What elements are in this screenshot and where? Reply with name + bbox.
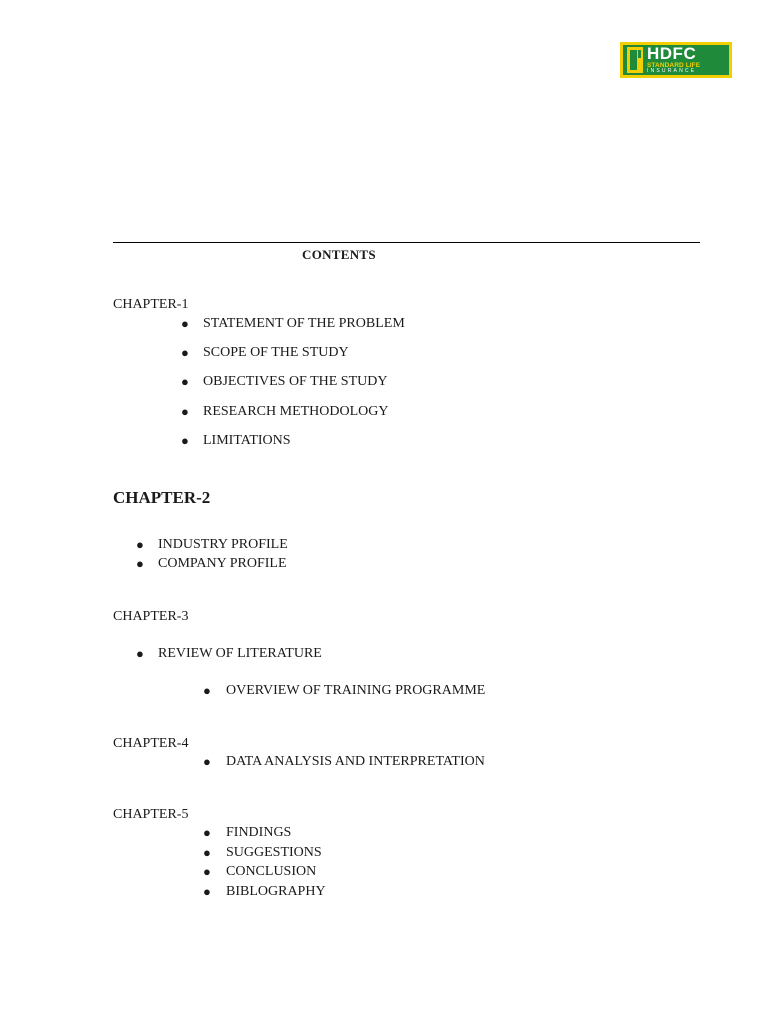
bullet-icon: ● bbox=[136, 537, 144, 552]
chapter-5-item-4: BIBLOGRAPHY bbox=[226, 884, 326, 899]
logo-brand: HDFC bbox=[647, 44, 697, 63]
chapter-4-item-1: DATA ANALYSIS AND INTERPRETATION bbox=[226, 754, 485, 769]
logo-mark-icon bbox=[627, 47, 643, 73]
bullet-icon: ● bbox=[136, 556, 144, 571]
chapter-5-item-3: CONCLUSION bbox=[226, 864, 317, 879]
header-divider bbox=[113, 242, 700, 243]
bullet-icon: ● bbox=[203, 845, 211, 860]
logo-line2: INSURANCE bbox=[647, 68, 697, 74]
chapter-2-item-1: INDUSTRY PROFILE bbox=[158, 537, 288, 552]
chapter-1-item-1: STATEMENT OF THE PROBLEM bbox=[203, 316, 405, 331]
chapter-5-title: CHAPTER-5 bbox=[113, 807, 189, 822]
page-title: CONTENTS bbox=[302, 247, 376, 262]
chapter-3-item-2: OVERVIEW OF TRAINING PROGRAMME bbox=[226, 683, 486, 698]
chapter-3-title: CHAPTER-3 bbox=[113, 609, 189, 624]
bullet-icon: ● bbox=[203, 683, 211, 698]
chapter-2-title: CHAPTER-2 bbox=[113, 488, 211, 507]
chapter-1-title: CHAPTER-1 bbox=[113, 297, 189, 312]
bullet-icon: ● bbox=[203, 884, 211, 899]
chapter-1-item-5: LIMITATIONS bbox=[203, 433, 291, 448]
bullet-icon: ● bbox=[203, 864, 211, 879]
chapter-1-item-3: OBJECTIVES OF THE STUDY bbox=[203, 374, 388, 389]
bullet-icon: ● bbox=[181, 345, 189, 360]
chapter-5-item-2: SUGGESTIONS bbox=[226, 845, 322, 860]
chapter-2-item-2: COMPANY PROFILE bbox=[158, 556, 287, 571]
chapter-1-item-4: RESEARCH METHODOLOGY bbox=[203, 404, 389, 419]
bullet-icon: ● bbox=[181, 374, 189, 389]
chapter-5-item-1: FINDINGS bbox=[226, 825, 292, 840]
bullet-icon: ● bbox=[203, 754, 211, 769]
chapter-4-title: CHAPTER-4 bbox=[113, 736, 189, 751]
bullet-icon: ● bbox=[181, 433, 189, 448]
chapter-3-item-1: REVIEW OF LITERATURE bbox=[158, 646, 322, 661]
logo-line1: STANDARD LIFE bbox=[647, 62, 701, 69]
hdfc-standard-life-logo bbox=[620, 42, 732, 78]
bullet-icon: ● bbox=[181, 316, 189, 331]
bullet-icon: ● bbox=[181, 404, 189, 419]
bullet-icon: ● bbox=[203, 825, 211, 840]
bullet-icon: ● bbox=[136, 646, 144, 661]
chapter-1-item-2: SCOPE OF THE STUDY bbox=[203, 345, 349, 360]
